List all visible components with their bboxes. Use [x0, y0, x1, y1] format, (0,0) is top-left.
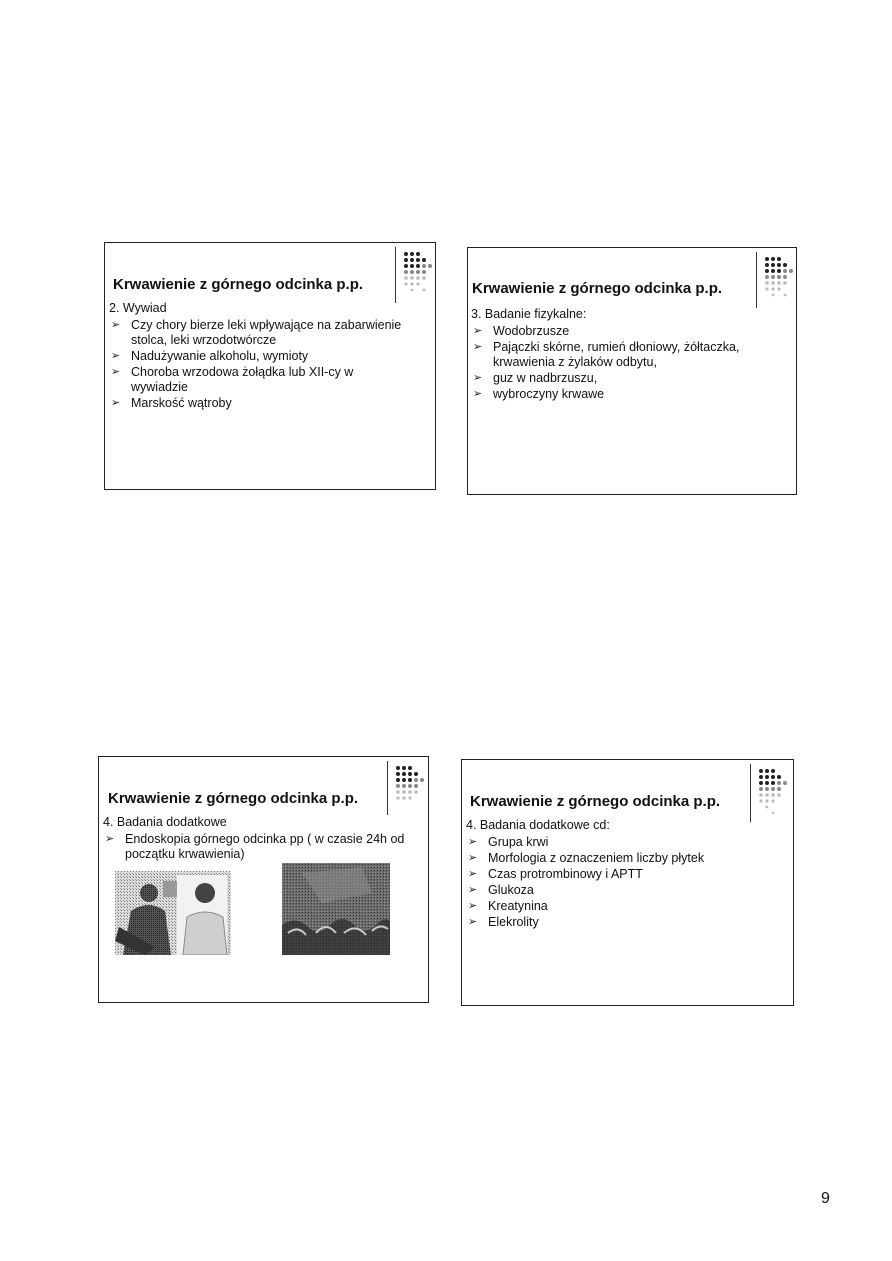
arrow-bullet-icon: ➢	[473, 341, 483, 353]
list-item: ➢ Nadużywanie alkoholu, wymioty	[111, 349, 309, 363]
list-item: ➢ Endoskopia górnego odcinka pp ( w czasie 24h od początku krwawienia)	[105, 832, 405, 861]
section-heading: 4. Badania dodatkowe	[103, 815, 227, 829]
slide-4	[461, 759, 794, 1006]
arrow-bullet-icon: ➢	[105, 833, 115, 845]
list-item: ➢ Czas protrombinowy i APTT	[468, 867, 643, 881]
slide-body	[471, 307, 793, 403]
list-item: ➢ guz w nadbrzuszu,	[473, 371, 598, 385]
list-item: ➢ Wodobrzusze	[473, 324, 570, 338]
slide-title: Krwawienie z górnego odcinka p.p.	[108, 790, 359, 807]
slide-body	[466, 818, 788, 931]
bullet-list	[466, 835, 788, 930]
arrow-bullet-icon: ➢	[111, 319, 121, 331]
page-number: 9	[821, 1190, 830, 1207]
arrow-bullet-icon: ➢	[468, 836, 478, 848]
decorative-dot-grid-icon	[750, 764, 789, 822]
decorative-dot-grid-icon	[387, 761, 426, 815]
arrow-bullet-icon: ➢	[111, 366, 121, 378]
list-item: ➢ Marskość wątroby	[111, 396, 232, 410]
arrow-bullet-icon: ➢	[473, 388, 483, 400]
slide-3	[98, 756, 429, 1003]
section-heading: 4. Badania dodatkowe cd:	[466, 818, 610, 832]
list-item: ➢ Czy chory bierze leki wpływające na zabarwienie stolca, leki wrzodotwórcze	[111, 318, 402, 347]
slide-2	[467, 247, 797, 495]
arrow-bullet-icon: ➢	[468, 900, 478, 912]
bullet-list	[109, 318, 431, 411]
section-heading: 2. Wywiad	[109, 301, 167, 315]
bullet-list	[103, 832, 425, 862]
list-item: ➢ Morfologia z oznaczeniem liczby płytek	[468, 851, 705, 865]
list-item: ➢ Grupa krwi	[468, 835, 549, 849]
list-item: ➢ Elekrolity	[468, 915, 539, 929]
slide-title: Krwawienie z górnego odcinka p.p.	[113, 276, 364, 293]
list-item: ➢ wybroczyny krwawe	[473, 387, 605, 401]
list-item: ➢ Glukoza	[468, 883, 534, 897]
decorative-dot-grid-icon	[756, 252, 795, 308]
slide-title: Krwawienie z górnego odcinka p.p.	[472, 280, 723, 297]
slide-1	[104, 242, 436, 490]
arrow-bullet-icon: ➢	[111, 350, 121, 362]
arrow-bullet-icon: ➢	[468, 852, 478, 864]
section-heading: 3. Badanie fizykalne:	[471, 307, 587, 321]
arrow-bullet-icon: ➢	[468, 868, 478, 880]
slide-body	[109, 301, 431, 412]
list-item: ➢ Pajączki skórne, rumień dłoniowy, żółtaczka, krwawienia z żylaków odbytu,	[473, 340, 740, 369]
endoscopic-view-image	[282, 863, 390, 955]
arrow-bullet-icon: ➢	[468, 884, 478, 896]
bullet-list	[471, 324, 793, 402]
arrow-bullet-icon: ➢	[111, 397, 121, 409]
list-item: ➢ Kreatynina	[468, 899, 548, 913]
decorative-dot-grid-icon	[395, 247, 434, 303]
endoscopy-procedure-photo	[115, 871, 231, 955]
slide-title: Krwawienie z górnego odcinka p.p.	[470, 793, 721, 810]
arrow-bullet-icon: ➢	[473, 325, 483, 337]
list-item: ➢ Choroba wrzodowa żołądka lub XII-cy w wywiadzie	[111, 365, 354, 394]
arrow-bullet-icon: ➢	[468, 916, 478, 928]
arrow-bullet-icon: ➢	[473, 372, 483, 384]
slide-body	[103, 815, 425, 863]
